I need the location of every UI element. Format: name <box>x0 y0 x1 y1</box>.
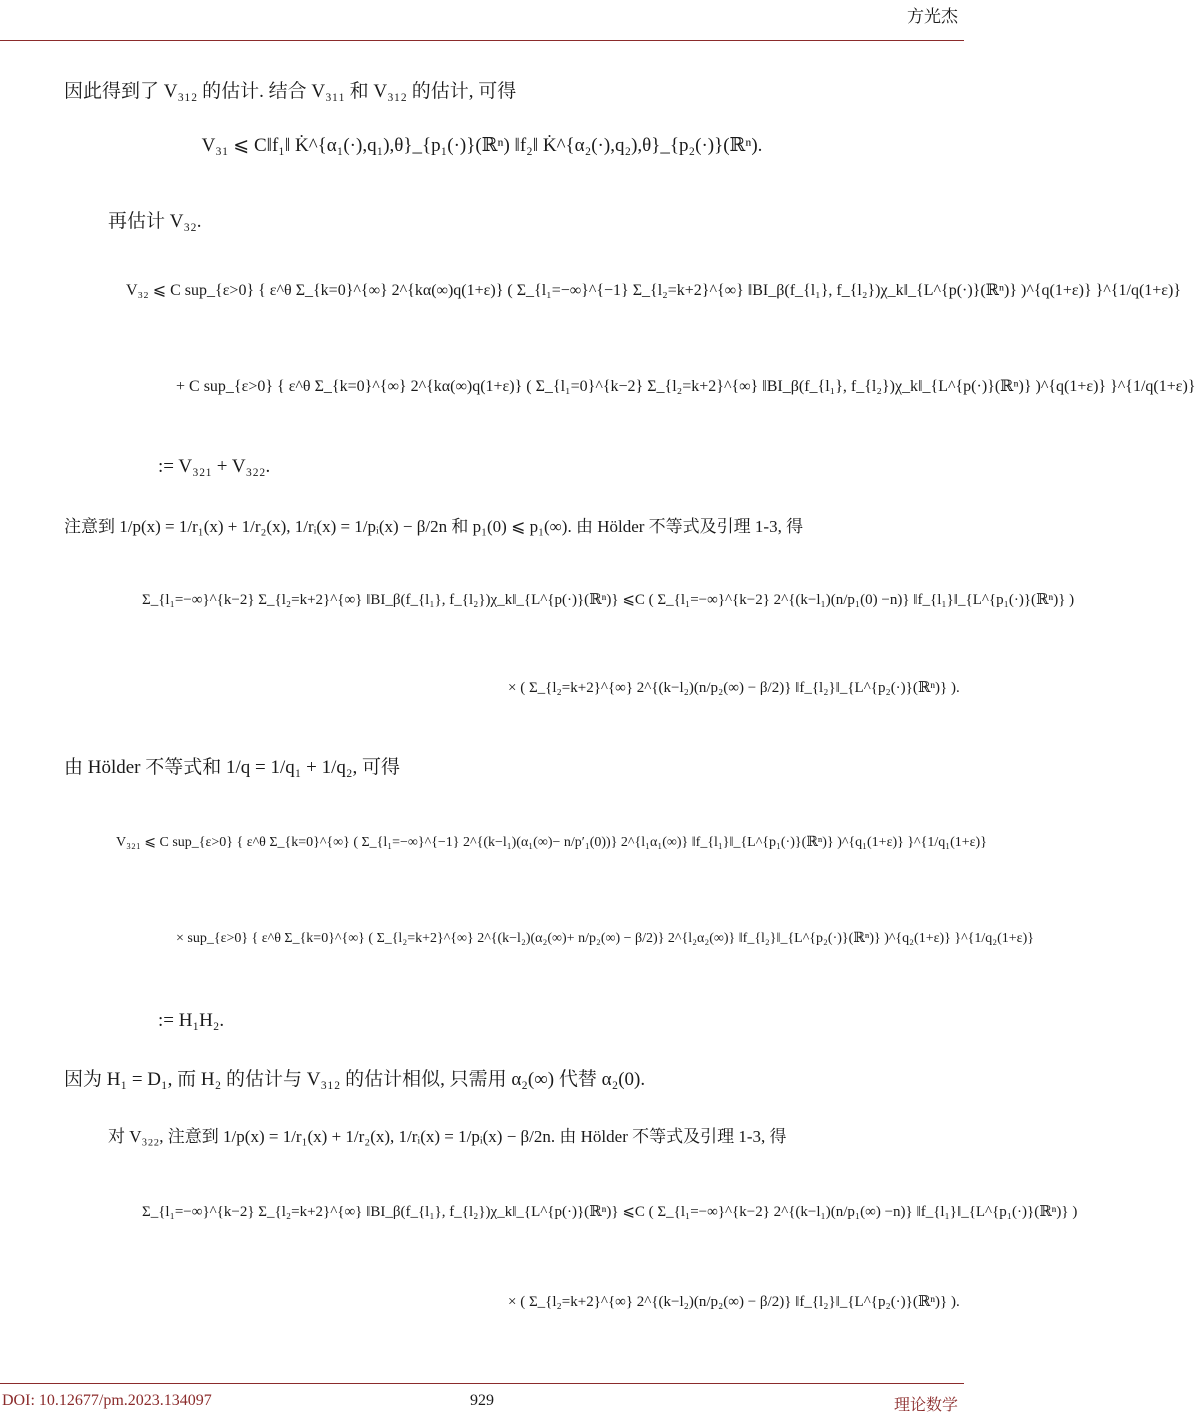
equation-v31: V₃₁ ⩽ C‖f₁‖ K̇^{α₁(·),q₁),θ}_{p₁(·)}(ℝⁿ) ‖f₂‖ K̇^{α₂(·),q₂),θ}_{p₂(·)}(ℝⁿ). <box>201 135 763 156</box>
footer-rule <box>0 1383 964 1384</box>
paragraph-line-6: 对 V₃₂₂, 注意到 1/p(x) = 1/r₁(x) + 1/r₂(x), 1/rᵢ(x) = 1/pᵢ(x) − β/2n. 由 Hölder 不等式及引理 1-3, 得 <box>108 1127 787 1146</box>
paragraph-line-5: 因为 H₁ = D₁, 而 H₂ 的估计与 V₃₁₂ 的估计相似, 只需用 α₂(∞) 代替 α₂(0). <box>64 1069 646 1090</box>
equation-v32-line-c: := V₃₂₁ + V₃₂₂. <box>158 456 271 477</box>
footer-journal: 理论数学 <box>893 1397 958 1414</box>
equation-v321-line-a: V₃₂₁ ⩽ C sup_{ε>0} { ε^θ Σ_{k=0}^{∞} ( Σ_{l₁=−∞}^{−1} 2^{(k−l₁)(α₁(∞)− n/p′₁(0))} 2^{l₁α₁(∞)} ‖f_{l₁}‖_{L^{p₁(·)}(ℝⁿ)} )^{q₁(1+ε)} }^{1/q₁(1+ε)} <box>116 835 987 850</box>
equation-v321-line-b: × sup_{ε>0} { ε^θ Σ_{k=0}^{∞} ( Σ_{l₂=k+2}^{∞} 2^{(k−l₂)(α₂(∞)+ n/p₂(∞) − β/2)} 2^{l₂α₂(∞)} ‖f_{l₂}‖_{L^{p₂(·)}(ℝⁿ)} )^{q₂(1+ε)} }^{1/q₂(1+ε)} <box>176 931 1034 946</box>
paragraph-line-2: 再估计 V₃₂. <box>108 211 202 232</box>
paragraph-line-3: 注意到 1/p(x) = 1/r₁(x) + 1/r₂(x), 1/rᵢ(x) = 1/pᵢ(x) − β/2n 和 p₁(0) ⩽ p₁(∞). 由 Hölder 不等式及引理 1-3, 得 <box>64 517 804 536</box>
paragraph-line-1: 因此得到了 V₃₁₂ 的估计. 结合 V₃₁₁ 和 V₃₁₂ 的估计, 可得 <box>64 81 517 102</box>
equation-holder-line-b: × ( Σ_{l₂=k+2}^{∞} 2^{(k−l₂)(n/p₂(∞) − β/2)} ‖f_{l₂}‖_{L^{p₂(·)}(ℝⁿ)} ). <box>508 680 960 696</box>
footer-page-number: 929 <box>470 1392 494 1409</box>
equation-v321-line-c: := H₁H₂. <box>158 1010 225 1031</box>
equation-v32-line-a: V₃₂ ⩽ C sup_{ε>0} { ε^θ Σ_{k=0}^{∞} 2^{kα(∞)q(1+ε)} ( Σ_{l₁=−∞}^{−1} Σ_{l₂=k+2}^{∞} ‖BI_β(f_{l₁}, f_{l₂})χ_k‖_{L^{p(·)}(ℝⁿ)} )^{q(1+ε)} }^{1/q(1+ε)} <box>126 282 1182 299</box>
paragraph-line-4: 由 Hölder 不等式和 1/q = 1/q₁ + 1/q₂, 可得 <box>64 757 401 778</box>
header-rule <box>0 40 964 41</box>
running-header-author: 方光杰 <box>907 7 958 26</box>
equation-v32-line-b: + C sup_{ε>0} { ε^θ Σ_{k=0}^{∞} 2^{kα(∞)q(1+ε)} ( Σ_{l₁=0}^{k−2} Σ_{l₂=k+2}^{∞} ‖BI_β(f_{l₁}, f_{l₂})χ_k‖_{L^{p(·)}(ℝⁿ)} )^{q(1+ε)} }^{1/q(1+ε)} <box>176 378 1196 395</box>
equation-v322-line-a: Σ_{l₁=−∞}^{k−2} Σ_{l₂=k+2}^{∞} ‖BI_β(f_{l₁}, f_{l₂})χ_k‖_{L^{p(·)}(ℝⁿ)} ⩽C ( Σ_{l₁=−∞}^{k−2} 2^{(k−l₁)(n/p₁(∞) −n)} ‖f_{l₁}‖_{L^{p₁(·)}(ℝⁿ)} ) <box>142 1204 1078 1220</box>
footer-doi: DOI: 10.12677/pm.2023.134097 <box>2 1392 212 1409</box>
equation-v322-line-b: × ( Σ_{l₂=k+2}^{∞} 2^{(k−l₂)(n/p₂(∞) − β/2)} ‖f_{l₂}‖_{L^{p₂(·)}(ℝⁿ)} ). <box>508 1294 960 1310</box>
equation-holder-line-a: Σ_{l₁=−∞}^{k−2} Σ_{l₂=k+2}^{∞} ‖BI_β(f_{l₁}, f_{l₂})χ_k‖_{L^{p(·)}(ℝⁿ)} ⩽C ( Σ_{l₁=−∞}^{k−2} 2^{(k−l₁)(n/p₁(0) −n)} ‖f_{l₁}‖_{L^{p₁(·)}(ℝⁿ)} ) <box>142 592 1075 608</box>
